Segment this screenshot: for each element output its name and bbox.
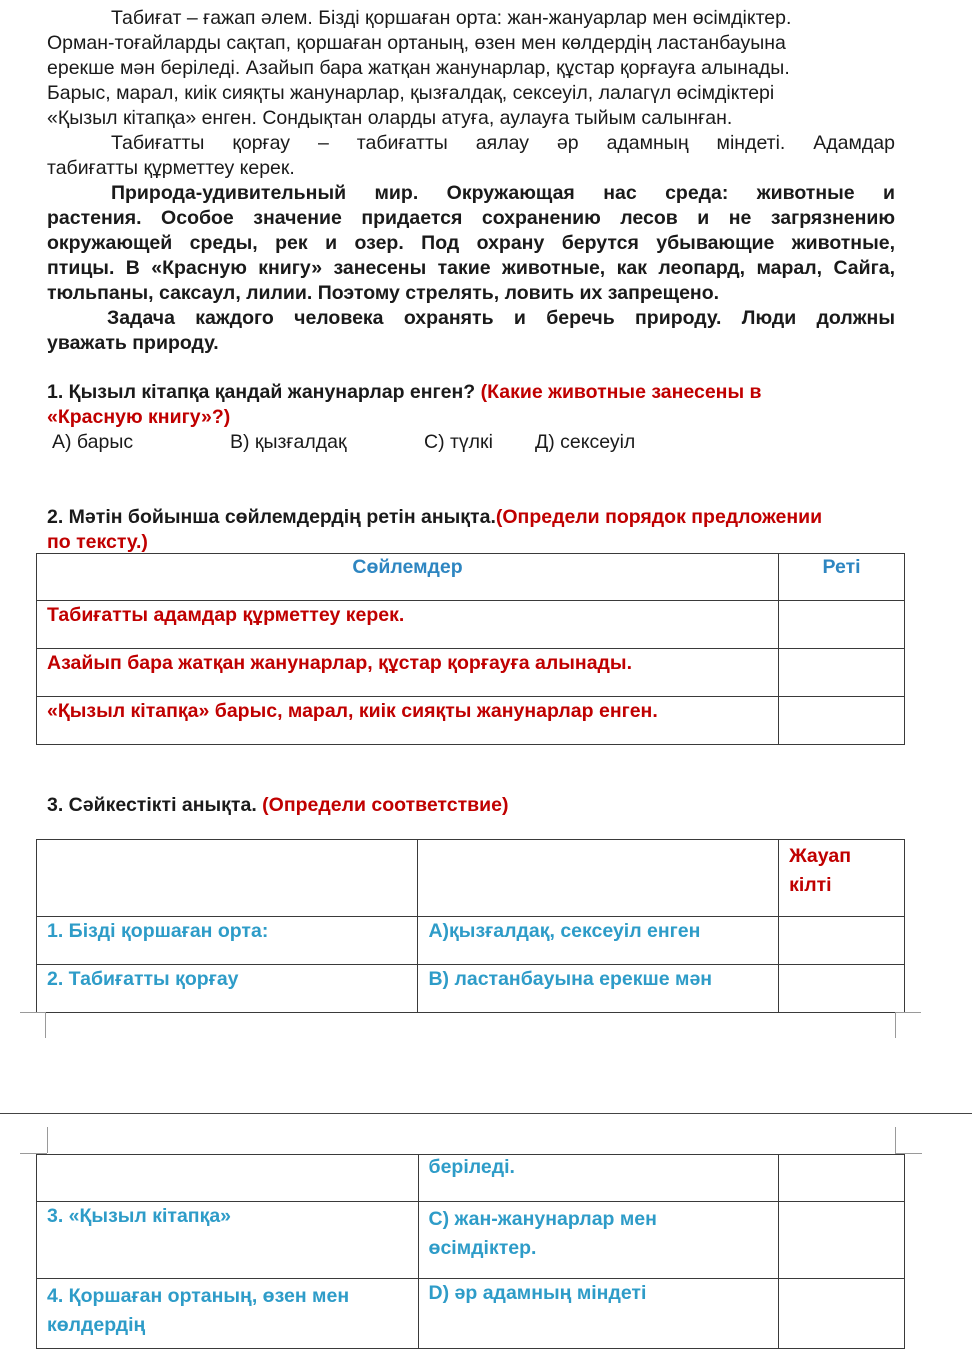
page-corner-mark	[895, 1012, 921, 1013]
question-2	[47, 505, 822, 530]
match-right-line: С) жан-жанунарлар мен	[428, 1208, 657, 1230]
sentence-cell: Табиғатты адамдар құрметтеу керек.	[37, 601, 779, 649]
russian-text-line: птицы. В «Красную книгу» занесены такие животные, как леопард, марал, Сайга,	[47, 257, 895, 279]
order-answer-cell[interactable]	[779, 697, 905, 745]
match-right-continuation: беріледі.	[418, 1155, 779, 1202]
answer-key-header-line: Жауап	[789, 845, 851, 867]
question-1-text: 1. Қызыл кітапқа қандай жанунарлар енген?	[47, 381, 476, 403]
page-corner-mark	[895, 1012, 896, 1038]
answer-key-cell[interactable]	[779, 1279, 905, 1349]
kazakh-text-line: Барыс, марал, киік сияқты жанунарлар, қызғалдақ, сексеуіл, лалагүл өсімдіктері	[47, 82, 775, 104]
page-corner-mark	[895, 1127, 896, 1153]
question-1-translation-cont: «Красную книгу»?)	[47, 406, 231, 428]
kazakh-text-line: табиғатты құрметтеу керек.	[47, 157, 295, 179]
answer-option-b: В) қызғалдақ	[230, 431, 347, 453]
header-order: Реті	[779, 554, 905, 601]
match-right-cell: А)қызғалдақ, сексеуіл енген	[418, 917, 779, 965]
page-corner-mark	[47, 1127, 48, 1153]
order-answer-cell[interactable]	[779, 601, 905, 649]
kazakh-text-line: Орман-тоғайларды сақтап, қоршаған ортаның, өзен мен көлдердің ластанбауына	[47, 32, 786, 54]
answer-key-header-line: кілті	[789, 874, 832, 896]
match-right-cell: D) әр адамның міндеті	[418, 1279, 779, 1349]
answer-option-a: А) барыс	[52, 431, 134, 453]
kazakh-text-line: Табиғат – ғажап әлем. Бізді қоршаған орта: жан-жануарлар мен өсімдіктер.	[111, 7, 792, 29]
match-left-cell: 3. «Қызыл кітапқа»	[37, 1202, 419, 1279]
question-2-translation: (Определи порядок предложении	[495, 506, 823, 528]
sentence-cell: «Қызыл кітапқа» барыс, марал, киік сияқты жанунарлар енген.	[37, 697, 779, 745]
kazakh-text-line: ерекше мән беріледі. Азайып бара жатқан жанунарлар, құстар қорғауға алынады.	[47, 57, 790, 79]
match-right-cell	[418, 1202, 779, 1279]
match-left-cell: 1. Бізді қоршаған орта:	[37, 917, 418, 965]
match-left-cell	[37, 1279, 419, 1349]
match-right-cell: В) ластанбауына ерекше мән	[418, 965, 779, 1013]
match-left-cell: 2. Табиғатты қорғау	[37, 965, 418, 1013]
page-separator	[0, 1113, 972, 1114]
empty-header-cell	[37, 840, 418, 917]
empty-header-cell	[418, 840, 779, 917]
answer-key-cell[interactable]	[779, 1155, 905, 1202]
russian-text-line: тюльпаны, саксаул, лилии. Поэтому стрелять, ловить их запрещено.	[47, 282, 720, 304]
question-3	[47, 793, 508, 818]
match-left-line: 4. Қоршаған ортаның, өзен мен	[47, 1285, 350, 1307]
answer-option-c: С) түлкі	[424, 431, 493, 453]
answer-key-header	[779, 840, 905, 917]
russian-text-line: растения. Особое значение придается сохранению лесов и не загрязнению	[47, 207, 895, 229]
question-1-translation: (Какие животные занесены в	[480, 381, 762, 403]
question-3-translation: (Определи соответствие)	[262, 794, 509, 816]
empty-cell	[37, 1155, 419, 1202]
matching-table-part1	[36, 839, 905, 1013]
page-corner-mark	[45, 1012, 46, 1038]
russian-text-line: окружающей среды, рек и озер. Под охрану берутся убывающие животные,	[47, 232, 895, 254]
page-corner-mark	[20, 1012, 46, 1013]
sentence-order-table	[36, 553, 905, 745]
russian-text-line: Природа-удивительный мир. Окружающая нас среда: животные и	[111, 182, 895, 204]
answer-key-cell[interactable]	[779, 917, 905, 965]
russian-text-line: Задача каждого человека охранять и беречь природу. Люди должны	[107, 307, 895, 329]
match-left-line: көлдердің	[47, 1314, 146, 1336]
russian-text-line: уважать природу.	[47, 332, 219, 354]
kazakh-text-line: «Қызыл кітапқа» енген. Сондықтан оларды атуға, аулауға тыйым салынған.	[47, 107, 733, 129]
match-right-line: өсімдіктер.	[428, 1237, 537, 1259]
header-sentences: Сөйлемдер	[37, 554, 779, 601]
question-2-translation-cont: по тексту.)	[47, 531, 148, 553]
kazakh-text-line: Табиғатты қорғау – табиғатты аялау әр адамның міндеті. Адамдар	[111, 132, 895, 154]
answer-key-cell[interactable]	[779, 1202, 905, 1279]
answer-key-cell[interactable]	[779, 965, 905, 1013]
order-answer-cell[interactable]	[779, 649, 905, 697]
answer-option-d: Д) сексеуіл	[535, 431, 636, 453]
question-1	[47, 380, 762, 405]
matching-table-part2	[36, 1154, 905, 1349]
question-3-text: 3. Сәйкестікті анықта.	[47, 794, 257, 816]
question-2-text: 2. Мәтін бойынша сөйлемдердің ретін анықта.	[47, 506, 496, 528]
sentence-cell: Азайып бара жатқан жанунарлар, құстар қорғауға алынады.	[37, 649, 779, 697]
